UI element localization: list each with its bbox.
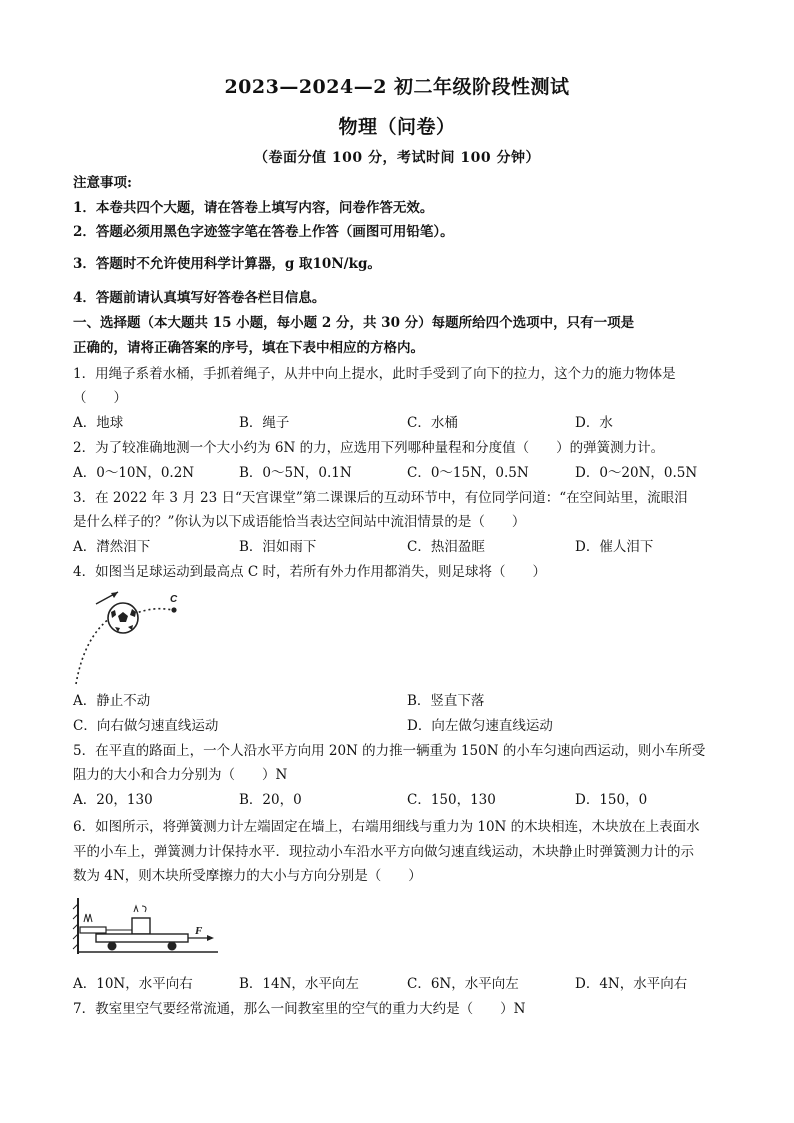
- option-a: A．地球: [73, 415, 124, 431]
- notice-item: 2．答题必须用黑色字迹签字笔在答卷上作答（画图可用铅笔）。: [73, 224, 454, 240]
- wheel: [108, 942, 117, 951]
- option-d: D．0～20N，0.5N: [575, 465, 698, 481]
- option-b: B．竖直下落: [407, 693, 485, 709]
- question-text: 6．如图所示，将弹簧测力计左端固定在墙上，右端用细线与重力为 10N 的木块相连，木块放在上表面水: [73, 819, 700, 835]
- option-c: C．6N，水平向左: [407, 976, 519, 992]
- question-text: 1．用绳子系着水桶，手抓着绳子，从井中向上提水，此时手受到了向下的拉力，这个力的施力物体是: [73, 366, 676, 382]
- option-a: A．静止不动: [73, 693, 151, 709]
- question-text: 4．如图当足球运动到最高点 C 时，若所有外力作用都消失，则足球将（ ）: [73, 564, 546, 580]
- question-text: （ ）: [73, 390, 127, 406]
- section-heading: 一、选择题（本大题共 15 小题，每小题 2 分，共 30 分）每题所给四个选项中，只有一项是: [73, 315, 635, 331]
- question-text: 数为 4N，则木块所受摩擦力的大小与方向分别是（ ）: [73, 868, 422, 884]
- notice-item: 4．答题前请认真填写好答卷各栏目信息。: [73, 290, 326, 306]
- exam-subtitle: 物理（问卷）: [338, 116, 456, 138]
- exam-title: 2023—2024—2 初二年级阶段性测试: [224, 76, 570, 98]
- option-c: C．水桶: [407, 415, 458, 431]
- question-text: 7．教室里空气要经常流通，那么一间教室里的空气的重力大约是（ ）N: [73, 1001, 526, 1017]
- option-b: B．绳子: [239, 415, 290, 431]
- option-d: D．4N，水平向右: [575, 976, 688, 992]
- question-text: 5．在平直的路面上，一个人沿水平方向用 20N 的力推一辆重为 150N 的小车匀速向西运动，则小车所受: [73, 743, 706, 759]
- trajectory-path-top: [134, 609, 172, 614]
- option-a: A．10N，水平向右: [73, 976, 193, 992]
- notice-item: 3．答题时不允许使用科学计算器，g 取10N/kg。: [73, 256, 381, 272]
- question-text: 平的小车上，弹簧测力计保持水平．现拉动小车沿水平方向做匀速直线运动，木块静止时弹簧测力计的示: [73, 844, 694, 860]
- option-b: B．泪如雨下: [239, 539, 317, 555]
- wood-block: [132, 918, 150, 934]
- option-a: A．0～10N，0.2N: [73, 465, 195, 481]
- option-b: B．20，0: [239, 792, 302, 808]
- notice-heading: 注意事项:: [73, 175, 132, 191]
- question-text: 2．为了较准确地测一个大小约为 6N 的力，应选用下列哪种量程和分度值（ ）的弹簧测力计。: [73, 440, 665, 456]
- option-b: B．0～5N，0.1N: [239, 465, 352, 481]
- option-c: C．向右做匀速直线运动: [73, 718, 219, 734]
- exam-note: （卷面分值 100 分，考试时间 100 分钟）: [254, 150, 540, 166]
- section-heading: 正确的，请将正确答案的序号，填在下表中相应的方格内。: [73, 340, 424, 356]
- force-label: F: [195, 925, 203, 937]
- question-text: 阻力的大小和合力分别为（ ）N: [73, 767, 288, 783]
- option-a: A．20，130: [73, 792, 153, 808]
- option-d: D．150，0: [575, 792, 648, 808]
- wheel: [168, 942, 177, 951]
- option-d: D．催人泪下: [575, 539, 654, 555]
- option-d: D．向左做匀速直线运动: [407, 718, 553, 734]
- option-c: C．0～15N，0.5N: [407, 465, 529, 481]
- spring-scale: [80, 927, 106, 933]
- option-a: A．潸然泪下: [73, 539, 151, 555]
- option-c: C．热泪盈眶: [407, 539, 485, 555]
- spring-scale-figure: [72, 894, 222, 958]
- cart: [96, 934, 188, 942]
- question-text: 是什么样子的？”你认为以下成语能恰当表达空间站中流泪情景的是（ ）: [73, 514, 526, 530]
- point-c-label: C: [170, 594, 178, 605]
- notice-item: 1．本卷共四个大题，请在答卷上填写内容，问卷作答无效。: [73, 200, 434, 216]
- point-c: [171, 607, 176, 612]
- option-b: B．14N，水平向左: [239, 976, 359, 992]
- soccer-ball-figure: [70, 588, 190, 688]
- option-c: C．150，130: [407, 792, 496, 808]
- trajectory-path: [76, 618, 110, 684]
- option-d: D．水: [575, 415, 613, 431]
- question-text: 3．在 2022 年 3 月 23 日“天宫课堂”第二课课后的互动环节中，有位同学问道：“在空间站里，流眼泪: [73, 490, 688, 506]
